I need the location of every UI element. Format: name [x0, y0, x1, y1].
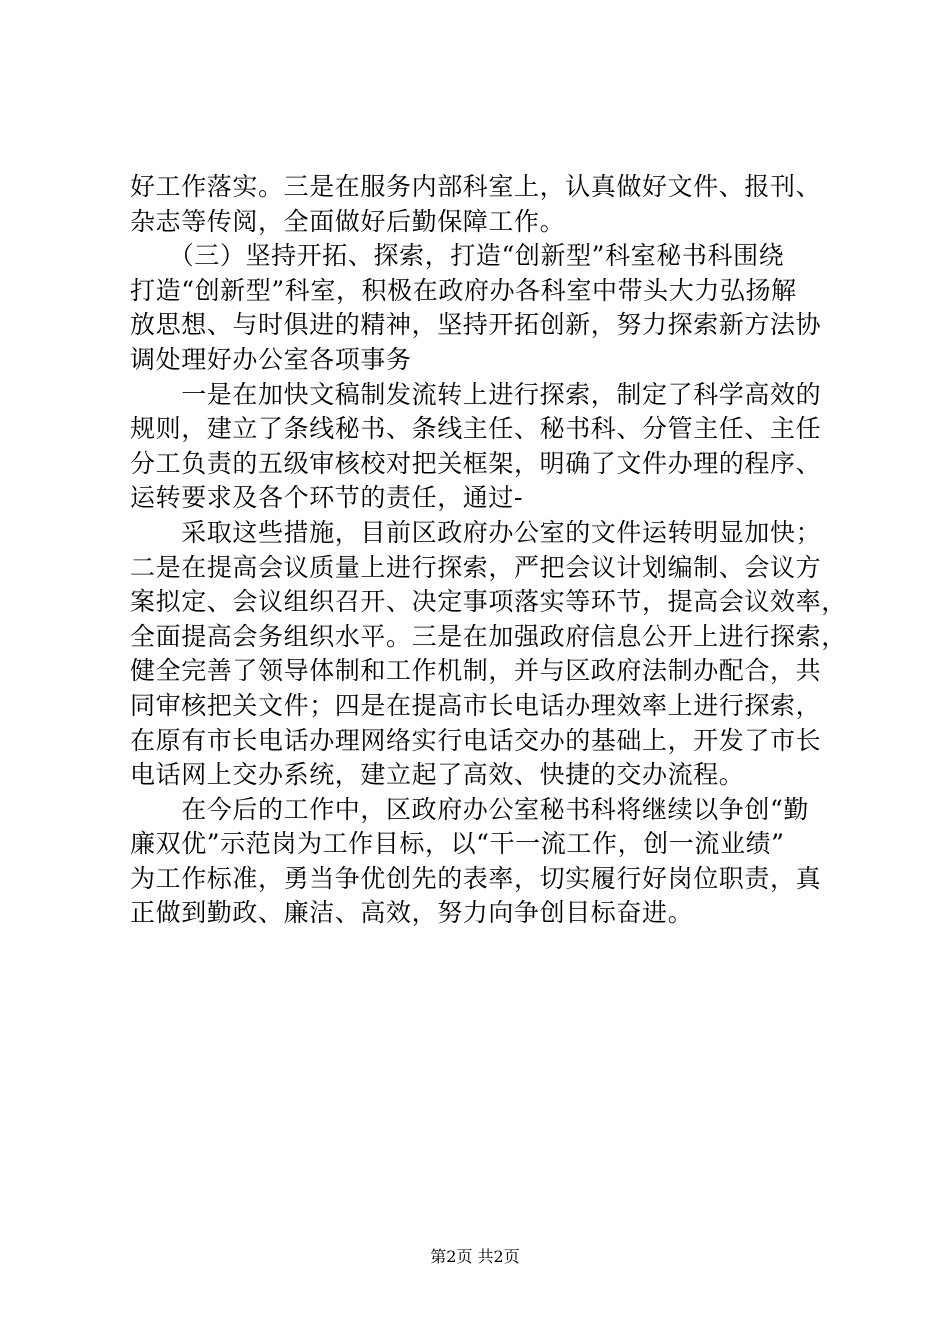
text-line: 为工作标准，勇当争优创先的表率，切实履行好岗位职责，真: [130, 863, 822, 893]
text-line: 打造“创新型”科室，积极在政府办各科室中带头大力弘扬解: [130, 275, 797, 305]
text-line: 廉双优”示范岗为工作目标，以“干一流工作，创一流业绩”: [130, 829, 785, 859]
text-line: 电话网上交办系统，建立起了高效、快捷的交办流程。: [130, 760, 745, 790]
text-line: 放思想、与时俱进的精神，坚持开拓创新，努力探索新方法协: [130, 310, 822, 340]
text-line: 采取这些措施，目前区政府办公室的文件运转明显加快；: [130, 517, 822, 547]
text-line: 案拟定、会议组织召开、决定事项落实等环节，提高会议效率，: [130, 587, 847, 617]
text-line: 全面提高会务组织水平。三是在加强政府信息公开上进行探索，: [130, 621, 847, 651]
text-line: 杂志等传阅，全面做好后勤保障工作。: [130, 206, 566, 236]
text-line: （三）坚持开拓、探索，打造“创新型”科室秘书科围绕: [130, 241, 785, 271]
text-line: 一是在加快文稿制发流转上进行探索，制定了科学高效的: [130, 379, 822, 409]
text-line: 在原有市长电话办理网络实行电话交办的基础上，开发了市长: [130, 725, 822, 755]
text-line: 正做到勤政、廉洁、高效，努力向争创目标奋进。: [130, 898, 694, 928]
text-line: 运转要求及各个环节的责任，通过-: [130, 483, 524, 513]
page-number-footer: 第2页 共2页: [430, 1247, 520, 1266]
text-line: 二是在提高会议质量上进行探索，严把会议计划编制、会议方: [130, 552, 822, 582]
text-line: 调处理好办公室各项事务: [130, 344, 412, 374]
text-line: 在今后的工作中，区政府办公室秘书科将继续以争创“勤: [130, 794, 809, 824]
text-line: 好工作落实。三是在服务内部科室上，认真做好文件、报刊、: [130, 172, 822, 201]
text-line: 规则，建立了条线秘书、条线主任、秘书科、分管主任、主任: [130, 414, 822, 444]
text-line: 分工负责的五级审核校对把关框架，明确了文件办理的程序、: [130, 448, 822, 478]
text-line: 同审核把关文件；四是在提高市长电话办理效率上进行探索，: [130, 690, 822, 720]
text-line: 健全完善了领导体制和工作机制，并与区政府法制办配合，共: [130, 656, 822, 686]
document-body: [130, 170, 847, 931]
